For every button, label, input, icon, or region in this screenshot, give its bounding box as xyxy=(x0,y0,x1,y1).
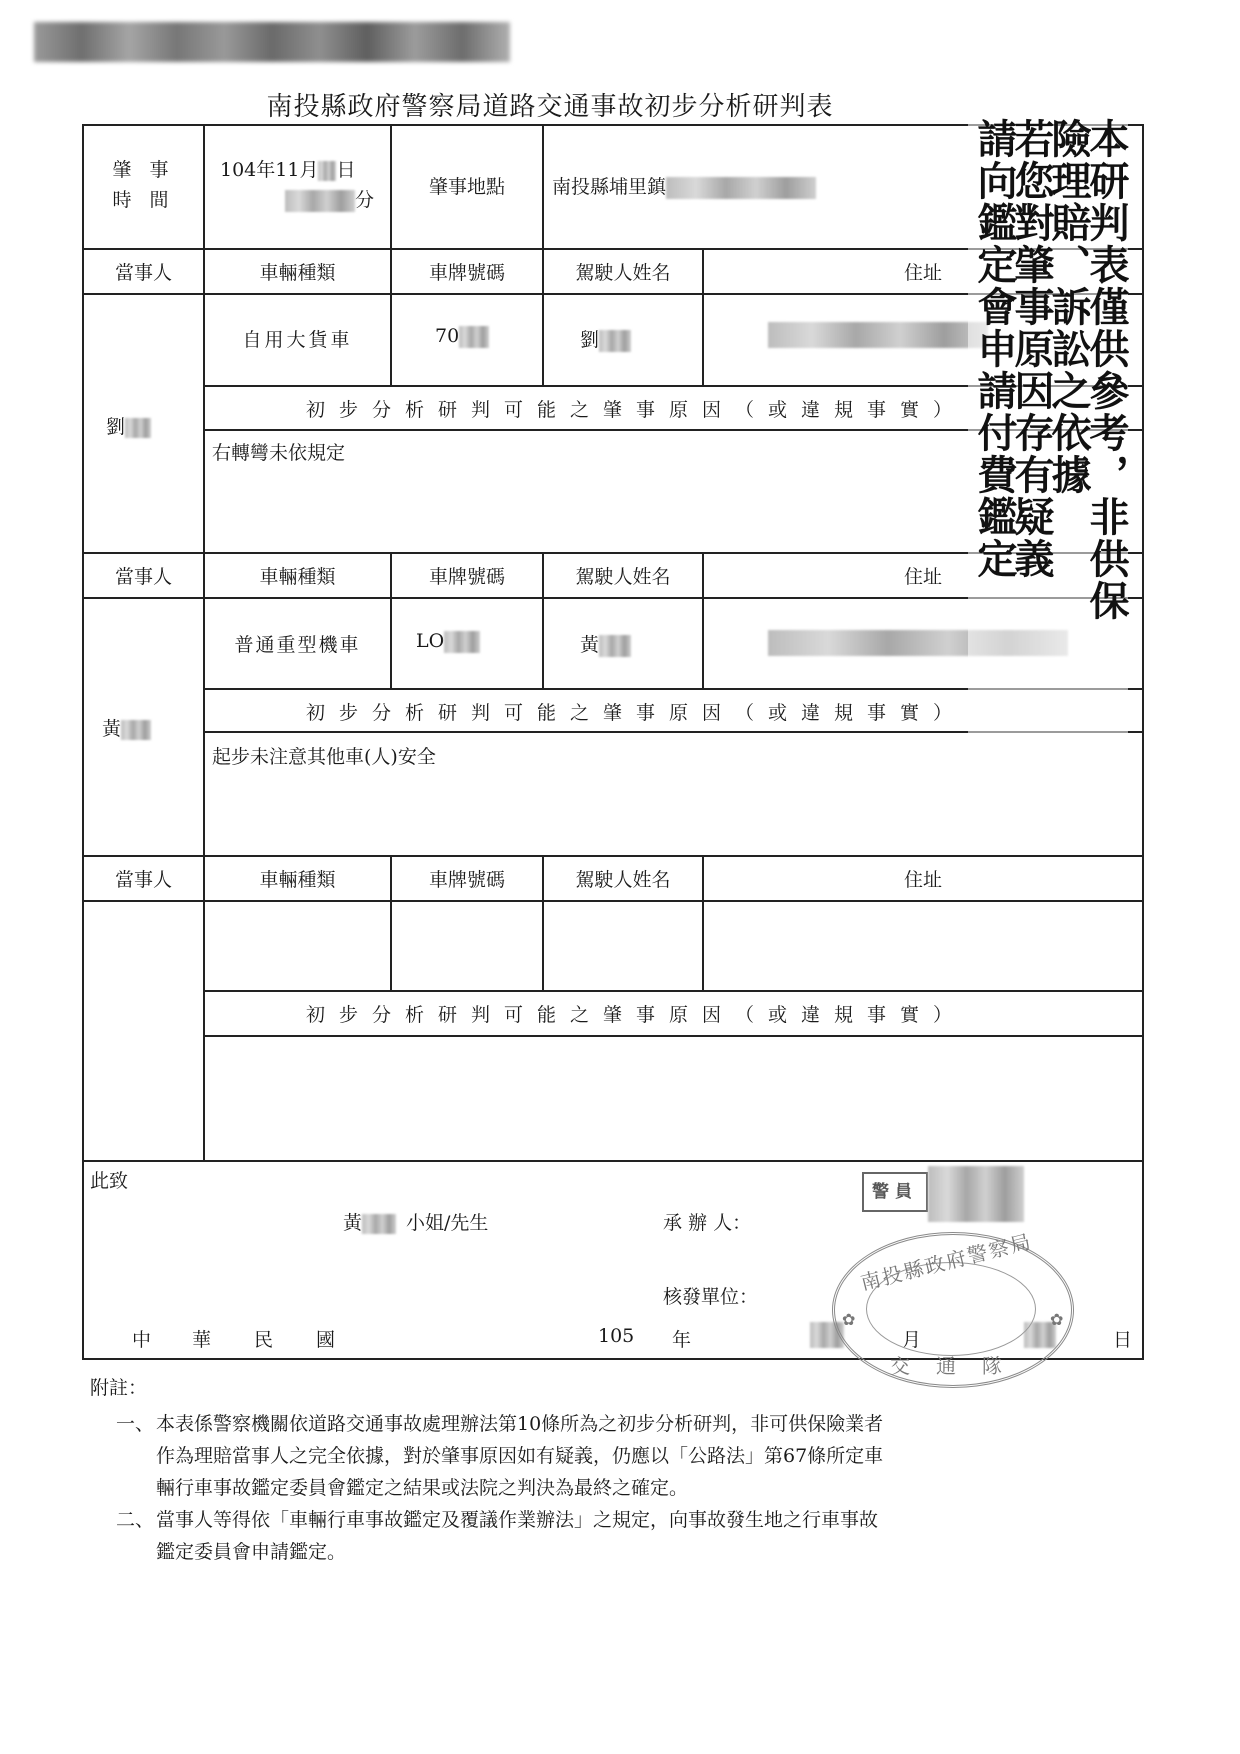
disclaimer-column-3: 若您對肇事原因存有疑義 xyxy=(1008,118,1055,580)
col-vehicle-type: 車輛種類 xyxy=(259,869,336,891)
redacted-handler-name xyxy=(928,1166,1024,1222)
incident-time xyxy=(285,185,374,212)
incident-location-value xyxy=(552,172,816,199)
col-plate-number: 車牌號碼 xyxy=(428,869,505,891)
redacted-name xyxy=(121,720,151,740)
col-party: 當事人 xyxy=(114,262,172,284)
incident-minute-suffix: 分 xyxy=(355,189,375,211)
party-2-surname: 黃 xyxy=(102,718,122,740)
redacted-day xyxy=(318,161,336,181)
party-2-driver-surname: 黃 xyxy=(580,634,600,656)
handler-stamp-label: 警員 xyxy=(872,1182,918,1202)
party-1-cause: 右轉彎未依規定 xyxy=(212,442,346,464)
party-1-name xyxy=(106,412,151,439)
redacted-plate xyxy=(459,326,489,348)
party-3-cause-label: 初步分析研判可能之肇事原因（或違規事實） xyxy=(306,1004,967,1026)
party-1-plate-prefix: 70 xyxy=(435,325,460,347)
party-2-cause: 起步未注意其他車(人)安全 xyxy=(212,746,436,768)
note-2-line-2: 鑑定委員會申請鑑定。 xyxy=(156,1541,347,1563)
date-era-1: 中 xyxy=(132,1329,152,1351)
date-day-label: 日 xyxy=(1113,1329,1133,1351)
handler-label: 承 辦 人： xyxy=(663,1212,752,1234)
redacted-driver xyxy=(599,635,631,657)
date-era-3: 民 xyxy=(254,1329,274,1351)
addressee-surname: 黃 xyxy=(343,1212,363,1234)
party-1-driver-surname: 劉 xyxy=(580,329,600,351)
redacted-name xyxy=(125,418,151,438)
col-driver-name: 駕駛人姓名 xyxy=(575,869,671,891)
addressee-label: 此致 xyxy=(90,1170,129,1192)
plum-blossom-icon: ✿ xyxy=(842,1310,856,1329)
notes-heading: 附註： xyxy=(90,1377,148,1399)
date-era-2: 華 xyxy=(192,1329,212,1351)
party-2-name xyxy=(102,714,151,741)
incident-location-label: 肇事地點 xyxy=(428,176,505,198)
note-1-line-3: 輛行車事故鑑定委員會鑑定之結果或法院之判決為最終之確定。 xyxy=(156,1477,689,1499)
redacted-location xyxy=(666,177,816,199)
redacted-time xyxy=(285,190,355,212)
note-2-line-1: 當事人等得依「車輛行車事故鑑定及覆議作業辦法」之規定，向事故發生地之行車事故 xyxy=(156,1509,879,1531)
addressee xyxy=(343,1208,488,1235)
incident-date-prefix: 104年11月 xyxy=(220,159,319,181)
disclaimer-column-1: 本研判表僅供參考，非供保 xyxy=(1083,118,1130,622)
col-address: 住址 xyxy=(903,566,942,588)
party-2-cause-label: 初步分析研判可能之肇事原因（或違規事實） xyxy=(306,702,967,724)
col-address: 住址 xyxy=(903,869,942,891)
seal-bottom-text: 交通隊 xyxy=(890,1354,1028,1378)
party-2-driver xyxy=(580,630,631,657)
redacted-driver xyxy=(599,330,631,352)
notes-section xyxy=(90,1372,1090,1568)
col-driver-name: 駕駛人姓名 xyxy=(575,262,671,284)
col-party: 當事人 xyxy=(114,869,172,891)
addressee-title: 小姐/先生 xyxy=(406,1212,489,1234)
party-1-surname: 劉 xyxy=(106,416,126,438)
redacted-addressee xyxy=(362,1214,396,1234)
party-1-cause-label: 初步分析研判可能之肇事原因（或違規事實） xyxy=(306,399,967,421)
disclaimer-stamp xyxy=(968,118,1128,738)
handler-stamp xyxy=(862,1172,928,1212)
disclaimer-column-4: 請向鑑定會申請付費鑑定 xyxy=(971,118,1018,580)
col-driver-name: 駕駛人姓名 xyxy=(575,566,671,588)
party-2-plate xyxy=(416,630,480,653)
incident-day-suffix: 日 xyxy=(336,159,356,181)
note-1-marker: 一、 xyxy=(116,1413,155,1435)
party-2-vehicle-type: 普通重型機車 xyxy=(234,634,361,656)
disclaimer-column-2: 險理賠、訴訟之依據 xyxy=(1045,118,1092,496)
note-item-2 xyxy=(90,1504,1090,1568)
note-1-line-1: 本表係警察機關依道路交通事故處理辦法第10條所為之初步分析研判，非可供保險業者 xyxy=(156,1413,884,1435)
incident-time-label-top: 肇 事 xyxy=(112,159,175,181)
note-2-marker: 二、 xyxy=(116,1509,155,1531)
issuer-label: 核發單位： xyxy=(663,1286,759,1308)
party-1-vehicle-type: 自用大貨車 xyxy=(242,329,353,351)
col-plate-number: 車牌號碼 xyxy=(428,566,505,588)
party-2-plate-prefix: LO xyxy=(416,630,445,652)
redacted-plate xyxy=(444,631,480,653)
date-year-label: 年 xyxy=(672,1329,692,1351)
form-title: 南投縣政府警察局道路交通事故初步分析研判表 xyxy=(266,92,834,122)
seal-top-text: 南投縣政府警察局 xyxy=(858,1229,1035,1295)
date-era-4: 國 xyxy=(316,1329,336,1351)
party-1-plate xyxy=(435,325,489,348)
note-1-line-2: 作為理賠當事人之完全依據，對於肇事原因如有疑義，仍應以「公路法」第67條所定車 xyxy=(156,1445,884,1467)
location-prefix: 南投縣埔里鎮 xyxy=(552,176,667,198)
date-year: 105 xyxy=(598,1325,635,1347)
col-plate-number: 車牌號碼 xyxy=(428,262,505,284)
col-party: 當事人 xyxy=(114,566,172,588)
col-vehicle-type: 車輛種類 xyxy=(259,262,336,284)
note-item-1 xyxy=(90,1408,1090,1504)
col-address: 住址 xyxy=(903,262,942,284)
redacted-header xyxy=(34,22,510,62)
incident-time-label-bottom: 時 間 xyxy=(112,189,175,211)
party-1-address-redacted xyxy=(768,322,988,348)
col-vehicle-type: 車輛種類 xyxy=(259,566,336,588)
party-1-driver xyxy=(580,325,631,352)
plum-blossom-icon: ✿ xyxy=(1050,1310,1064,1329)
date-month-label: 月 xyxy=(902,1329,922,1351)
incident-date xyxy=(220,155,355,182)
